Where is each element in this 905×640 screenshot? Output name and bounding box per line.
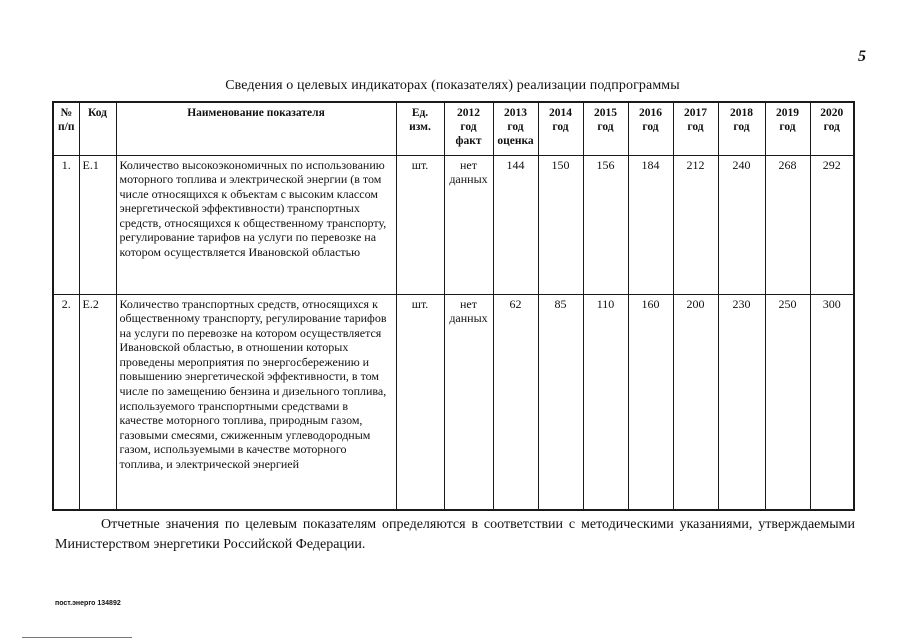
header-2020: 2020 год	[810, 102, 854, 155]
row-value-2019: 250	[765, 294, 810, 510]
row-value-2012: нет данных	[444, 294, 493, 510]
row-indicator-name: Количество транспортных средств, относящихся к общественному транспорту, регулирование тарифов на услуги по перевозке на котором осуществляется Ивановской областью, в отношении которых проведены мероприятия по энергосбережению и повышению энергетической эффективности, в том числе по замещению бензина и дизельного топлива, используемого транспортными средствами в качестве моторного топлива, природным газом, газовыми смесями, сжиженным углеводородным газом, используемыми в качестве моторного топлива, и электрической энергией	[116, 294, 396, 510]
row-value-2018: 230	[718, 294, 765, 510]
header-2019: 2019 год	[765, 102, 810, 155]
row-unit: шт.	[396, 155, 444, 294]
header-2018: 2018 год	[718, 102, 765, 155]
footnote-paragraph: Отчетные значения по целевым показателям определяются в соответствии с методическими указаниями, утверждаемыми Министерством энергетики Российской Федерации.	[55, 517, 855, 552]
scan-edge-line	[22, 637, 132, 638]
table-header-row	[53, 102, 854, 155]
row-unit: шт.	[396, 294, 444, 510]
header-unit: Ед. изм.	[396, 102, 444, 155]
page-number-mark: 5	[858, 48, 866, 65]
header-2012: 2012 год факт	[444, 102, 493, 155]
row-value-2020: 300	[810, 294, 854, 510]
row-value-2012: нет данных	[444, 155, 493, 294]
row-value-2020: 292	[810, 155, 854, 294]
header-code: Код	[79, 102, 116, 155]
row-num: 1.	[53, 155, 79, 294]
header-2013: 2013 год оценка	[493, 102, 538, 155]
row-value-2015: 110	[583, 294, 628, 510]
row-value-2013: 144	[493, 155, 538, 294]
header-name: Наименование показателя	[116, 102, 396, 155]
row-value-2014: 85	[538, 294, 583, 510]
table-row	[53, 155, 854, 294]
row-code: Е.2	[79, 294, 116, 510]
table-row	[53, 294, 854, 510]
row-value-2019: 268	[765, 155, 810, 294]
page-title: Сведения о целевых индикаторах (показателях) реализации подпрограммы	[225, 78, 680, 93]
header-2014: 2014 год	[538, 102, 583, 155]
row-value-2018: 240	[718, 155, 765, 294]
header-num: № п/п	[53, 102, 79, 155]
row-value-2013: 62	[493, 294, 538, 510]
row-value-2017: 200	[673, 294, 718, 510]
row-value-2016: 184	[628, 155, 673, 294]
row-code: Е.1	[79, 155, 116, 294]
document-id: пост.энерго 134892	[55, 600, 121, 607]
header-2017: 2017 год	[673, 102, 718, 155]
row-value-2016: 160	[628, 294, 673, 510]
row-value-2017: 212	[673, 155, 718, 294]
header-2016: 2016 год	[628, 102, 673, 155]
row-num: 2.	[53, 294, 79, 510]
header-2015: 2015 год	[583, 102, 628, 155]
row-value-2014: 150	[538, 155, 583, 294]
row-indicator-name: Количество высокоэкономичных по использованию моторного топлива и электрической энергии (в том числе относящихся к объектам с высоким классом энергетической эффективности) транспортных средств, относящихся к общественному транспорту, регулирование тарифов на услуги по перевозке на котором осуществляется Ивановской областью	[116, 155, 396, 294]
row-value-2015: 156	[583, 155, 628, 294]
indicators-table	[52, 101, 855, 511]
